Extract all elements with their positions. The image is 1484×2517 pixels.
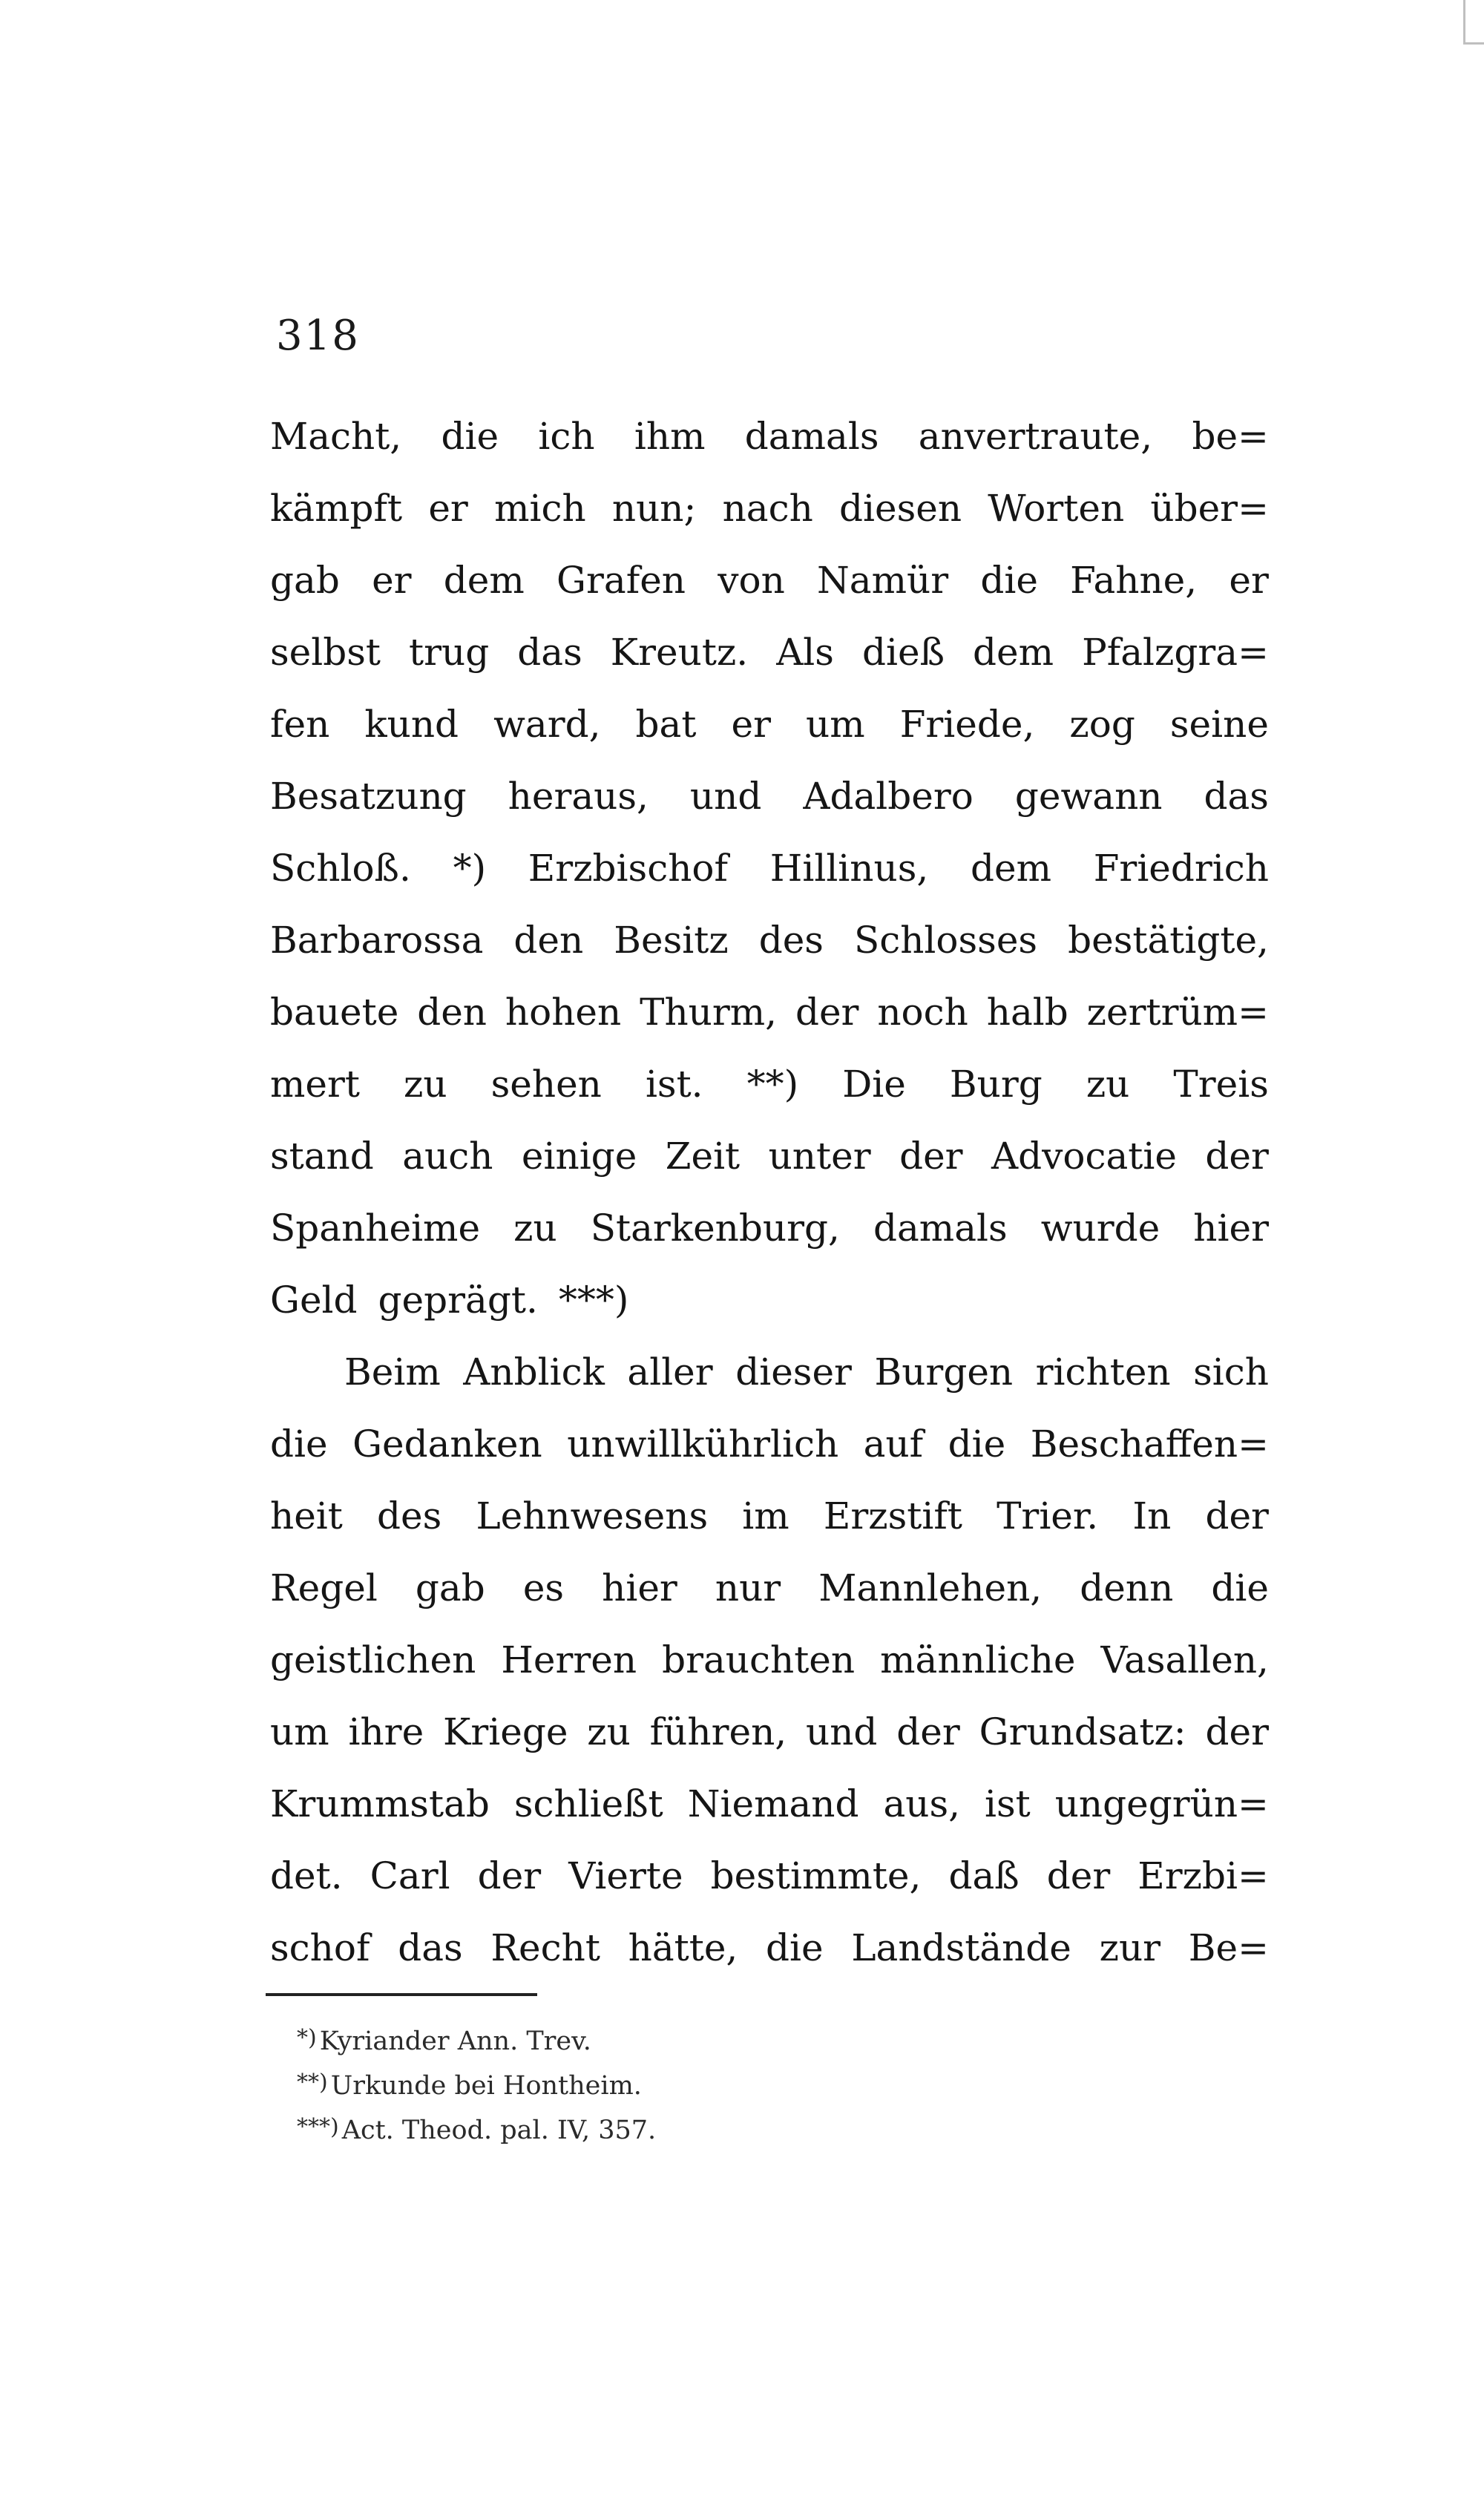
- word: Gedanken: [352, 1422, 542, 1466]
- word: Namür: [817, 559, 949, 602]
- word: bat: [635, 703, 697, 746]
- word: ***): [558, 1279, 629, 1322]
- text-line: [270, 1768, 1269, 1840]
- word: zu: [1086, 1063, 1130, 1106]
- text-line: [270, 1840, 1269, 1912]
- word: sehen: [490, 1063, 602, 1106]
- word: Adalbero: [803, 775, 974, 818]
- word: heit: [270, 1494, 343, 1538]
- word: brauchten: [662, 1638, 856, 1681]
- word: er: [731, 703, 771, 746]
- word: er: [372, 559, 412, 602]
- text-line: [270, 833, 1269, 905]
- word: zertrüm=: [1086, 991, 1269, 1034]
- text-line: [270, 689, 1269, 761]
- word: zog: [1069, 703, 1135, 746]
- word: *): [453, 847, 487, 890]
- word: bauete: [270, 991, 399, 1034]
- word: daß: [948, 1854, 1020, 1897]
- word: heraus,: [508, 775, 649, 818]
- word: kämpft: [270, 487, 403, 530]
- word: denn: [1080, 1566, 1174, 1609]
- body-text: [270, 401, 1269, 1984]
- word: Lehnwesens: [476, 1494, 709, 1538]
- text-line: [270, 617, 1269, 689]
- word: Besatzung: [270, 775, 467, 818]
- footnote-mark: *): [297, 2025, 317, 2051]
- word: Erzbi=: [1137, 1854, 1269, 1897]
- word: das: [1204, 775, 1269, 818]
- word: wurde: [1040, 1207, 1160, 1250]
- word: aller: [627, 1351, 713, 1394]
- word: schließt: [513, 1782, 663, 1825]
- word: Anblick: [463, 1351, 605, 1394]
- word: Besitz: [614, 919, 729, 962]
- word: Macht,: [270, 415, 402, 458]
- word: Beschaffen=: [1030, 1422, 1269, 1466]
- word: Schlosses: [853, 919, 1038, 962]
- text-line: [270, 761, 1269, 833]
- word: die: [948, 1422, 1006, 1466]
- word: Barbarossa: [270, 919, 484, 962]
- word: er: [1229, 559, 1269, 602]
- word: anvertraute,: [918, 415, 1153, 458]
- word: männliche: [880, 1638, 1076, 1681]
- footnote: [297, 2061, 1113, 2106]
- word: das: [398, 1926, 463, 1969]
- text-line: [270, 977, 1269, 1049]
- word: von: [718, 559, 785, 602]
- word: gewann: [1014, 775, 1163, 818]
- word: Friede,: [899, 703, 1035, 746]
- word: der: [477, 1854, 542, 1897]
- word: Zeit: [665, 1135, 741, 1178]
- footnote-text: Kyriander Ann. Trev.: [319, 2027, 591, 2056]
- word: aus,: [883, 1782, 961, 1825]
- word: Burg: [949, 1063, 1043, 1106]
- word: mert: [270, 1063, 360, 1106]
- word: bestätigte,: [1068, 919, 1269, 962]
- word: den: [513, 919, 584, 962]
- word: Regel: [270, 1566, 378, 1609]
- word: dem: [443, 559, 525, 602]
- word: det.: [270, 1854, 343, 1897]
- word: der: [1205, 1135, 1269, 1178]
- word: Krummstab: [270, 1782, 490, 1825]
- text-line: [270, 1264, 1269, 1336]
- word: die: [766, 1926, 824, 1969]
- text-line: [270, 1049, 1269, 1120]
- word: Worten: [988, 487, 1125, 530]
- word: der: [795, 991, 859, 1034]
- word: be=: [1192, 415, 1269, 458]
- word: seine: [1169, 703, 1269, 746]
- word: Burgen: [874, 1351, 1014, 1394]
- word: Grafen: [556, 559, 686, 602]
- text-line: [270, 905, 1269, 977]
- word: hohen: [505, 991, 622, 1034]
- word: der: [1046, 1854, 1111, 1897]
- word: Niemand: [687, 1782, 859, 1825]
- word: fen: [270, 703, 330, 746]
- footnote-divider: [266, 1993, 537, 1996]
- footnotes: [297, 2017, 1113, 2150]
- word: zu: [587, 1710, 631, 1753]
- word: Trier.: [997, 1494, 1099, 1538]
- word: nach: [722, 487, 813, 530]
- word: unwillkührlich: [567, 1422, 839, 1466]
- word: die: [980, 559, 1038, 602]
- word: dieser: [735, 1351, 852, 1394]
- word: Be=: [1188, 1926, 1269, 1969]
- word: damals: [744, 415, 879, 458]
- word: kund: [364, 703, 459, 746]
- text-line: [270, 1408, 1269, 1480]
- word: geistlichen: [270, 1638, 476, 1681]
- word: damals: [873, 1207, 1008, 1250]
- word: dem: [970, 847, 1051, 890]
- word: stand: [270, 1135, 374, 1178]
- text-line: [270, 1120, 1269, 1192]
- word: ihre: [348, 1710, 424, 1753]
- word: gab: [270, 559, 340, 602]
- word: Spanheime: [270, 1207, 481, 1250]
- word: schof: [270, 1926, 370, 1969]
- word: selbst: [270, 631, 381, 674]
- word: die: [441, 415, 499, 458]
- word: ward,: [493, 703, 601, 746]
- word: führen,: [649, 1710, 787, 1753]
- word: gab: [415, 1566, 485, 1609]
- footnote-text: Act. Theod. pal. IV, 357.: [341, 2116, 657, 2145]
- word: das: [517, 631, 582, 674]
- word: dieß: [862, 631, 945, 674]
- word: Carl: [370, 1854, 450, 1897]
- word: Grundsatz:: [979, 1710, 1186, 1753]
- word: Herren: [501, 1638, 637, 1681]
- footnote: [297, 2106, 1113, 2150]
- word: hier: [1193, 1207, 1269, 1250]
- word: sich: [1193, 1351, 1269, 1394]
- word: im: [742, 1494, 789, 1538]
- footnote-mark: ***): [297, 2114, 339, 2140]
- word: zu: [513, 1207, 557, 1250]
- text-line: [270, 1192, 1269, 1264]
- word: richten: [1035, 1351, 1171, 1394]
- page-number: 318: [276, 312, 360, 360]
- word: nur: [715, 1566, 781, 1609]
- word: Die: [842, 1063, 906, 1106]
- word: auf: [863, 1422, 924, 1466]
- word: hier: [602, 1566, 677, 1609]
- word: noch: [877, 991, 968, 1034]
- text-line: [270, 1552, 1269, 1624]
- word: Advocatie: [991, 1135, 1177, 1178]
- word: um: [270, 1710, 329, 1753]
- text-line: [270, 1696, 1269, 1768]
- word: ungegrün=: [1054, 1782, 1269, 1825]
- word: Recht: [490, 1926, 600, 1969]
- text-line: [270, 545, 1269, 617]
- word: Erzstift: [823, 1494, 962, 1538]
- word: Vasallen,: [1100, 1638, 1269, 1681]
- word: nun;: [611, 487, 697, 530]
- text-line: [270, 1624, 1269, 1696]
- word: der: [1205, 1494, 1269, 1538]
- word: **): [746, 1063, 799, 1106]
- text-line: [270, 1480, 1269, 1552]
- footnote: [297, 2017, 1113, 2061]
- word: geprägt.: [378, 1279, 538, 1322]
- word: die: [270, 1422, 328, 1466]
- word: zur: [1099, 1926, 1161, 1969]
- word: des: [377, 1494, 442, 1538]
- word: Thurm,: [640, 991, 778, 1034]
- text-line: [270, 401, 1269, 473]
- word: Schloß.: [270, 847, 411, 890]
- word: Starkenburg,: [590, 1207, 840, 1250]
- word: um: [806, 703, 865, 746]
- word: Geld: [270, 1279, 358, 1322]
- word: Erzbischof: [528, 847, 729, 890]
- word: bestimmte,: [710, 1854, 922, 1897]
- word: und: [689, 775, 762, 818]
- word: Treis: [1173, 1063, 1269, 1106]
- word: der: [896, 1710, 960, 1753]
- word: den: [417, 991, 487, 1034]
- word: mich: [494, 487, 586, 530]
- word: Friedrich: [1093, 847, 1269, 890]
- word: auch: [402, 1135, 493, 1178]
- text-line: [270, 1912, 1269, 1984]
- word: Pfalzgra=: [1082, 631, 1269, 674]
- word: trug: [409, 631, 490, 674]
- word: unter: [768, 1135, 871, 1178]
- page-edge-mark: [1463, 0, 1484, 45]
- word: Beim: [344, 1351, 441, 1394]
- word: ich: [538, 415, 595, 458]
- word: über=: [1150, 487, 1269, 530]
- word: einige: [521, 1135, 637, 1178]
- text-line: [270, 473, 1269, 545]
- word: Vierte: [568, 1854, 683, 1897]
- footnote-text: Urkunde bei Hontheim.: [330, 2071, 642, 2101]
- word: Als: [776, 631, 834, 674]
- word: der: [1205, 1710, 1269, 1753]
- word: des: [758, 919, 824, 962]
- word: ist.: [645, 1063, 703, 1106]
- word: In: [1132, 1494, 1172, 1538]
- word: zu: [404, 1063, 447, 1106]
- word: dem: [973, 631, 1054, 674]
- word: ist: [985, 1782, 1031, 1825]
- word: er: [428, 487, 468, 530]
- word: Hillinus,: [769, 847, 929, 890]
- word: Landstände: [851, 1926, 1071, 1969]
- word: halb: [986, 991, 1068, 1034]
- word: ihm: [634, 415, 706, 458]
- word: es: [522, 1566, 565, 1609]
- word: hätte,: [628, 1926, 738, 1969]
- text-line: [270, 1336, 1269, 1408]
- word: die: [1211, 1566, 1269, 1609]
- word: und: [806, 1710, 878, 1753]
- word: Fahne,: [1070, 559, 1198, 602]
- word: diesen: [839, 487, 962, 530]
- footnote-mark: **): [297, 2070, 328, 2096]
- word: der: [899, 1135, 963, 1178]
- word: Mannlehen,: [818, 1566, 1043, 1609]
- word: Kreutz.: [610, 631, 749, 674]
- word: Kriege: [443, 1710, 568, 1753]
